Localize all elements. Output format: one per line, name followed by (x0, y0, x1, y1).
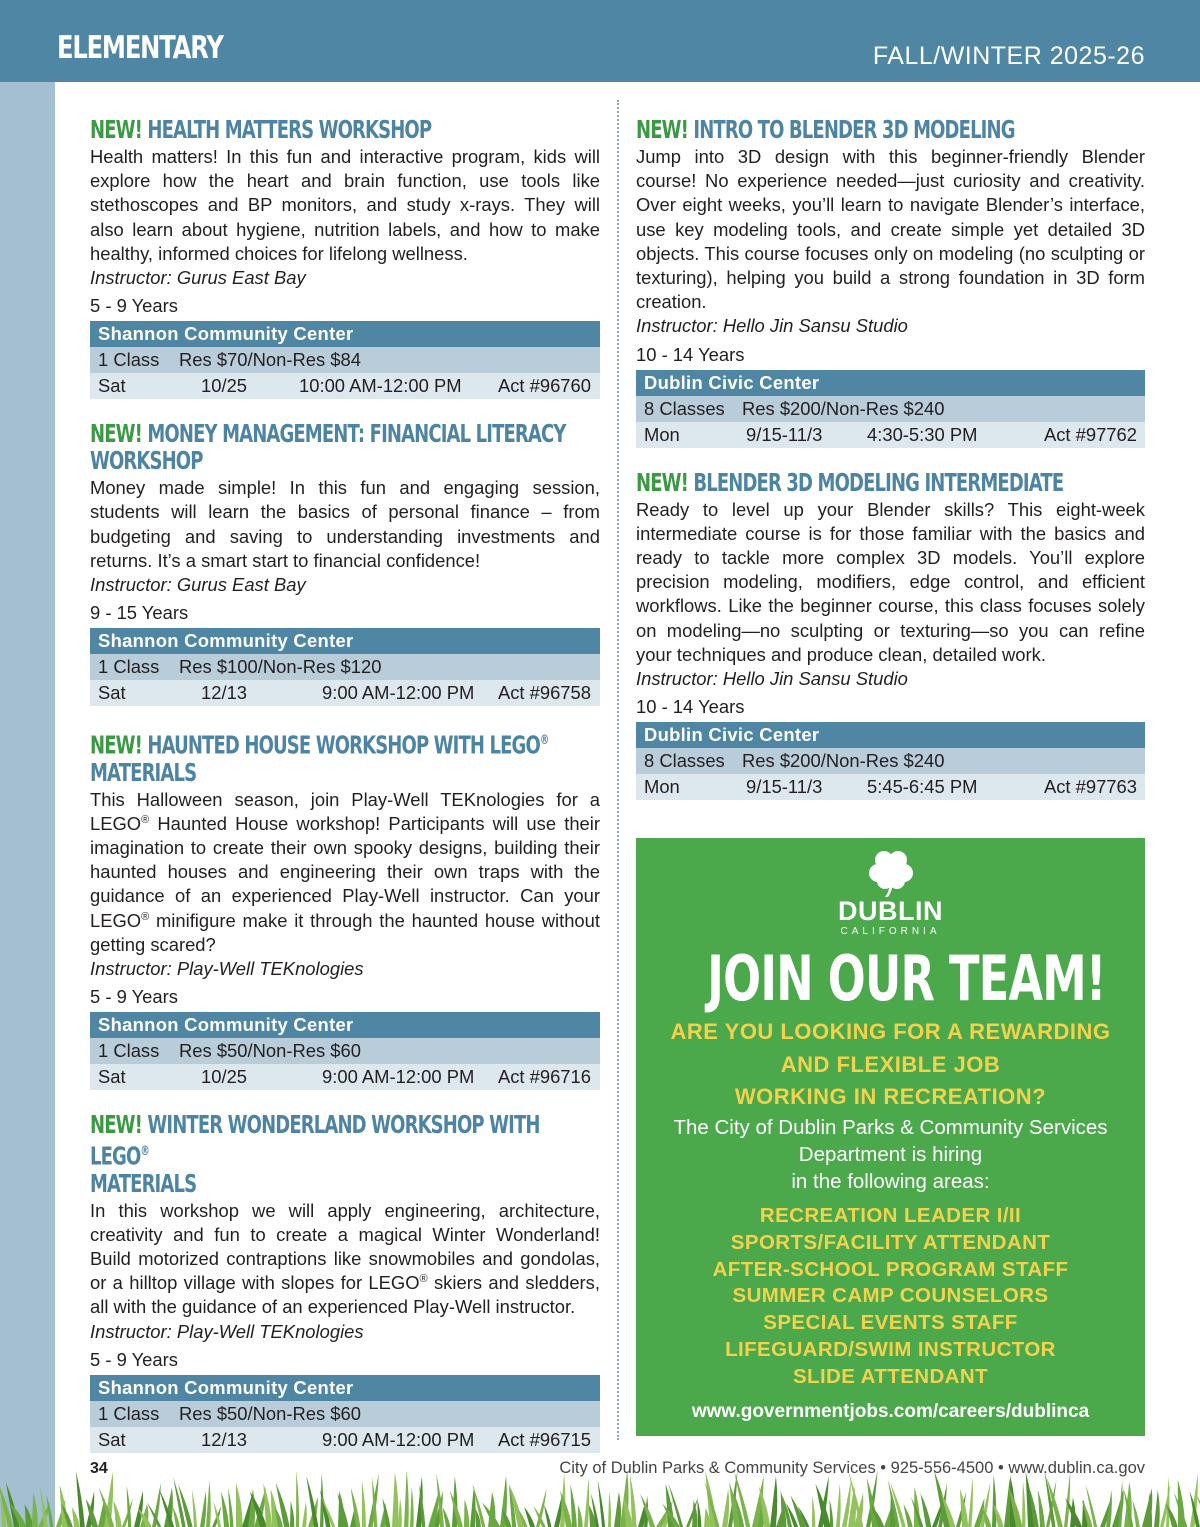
program-description: In this workshop we will apply engineering, architecture, creativity and fun to create a magical Winter Wonderland! Build motorized contraptions like snowmobiles and gondolas, or a hilltop village with slopes for LEGO® skiers and sledders, all with the guidance of an experienced Play-Well instructor. (90, 1199, 600, 1318)
program-description: Health matters! In this fun and interactive program, kids will explore how the heart and brain function, use tools like stethoscopes and BP monitors, and study x-rays. They will also learn about hygiene, nutrition labels, and how to make healthy, informed choices for lifelong wellness. (90, 146, 600, 264)
fee: Res $50/Non-Res $60 (179, 1040, 361, 1062)
shamrock-icon (865, 846, 917, 898)
session-day: Sat (98, 1066, 126, 1088)
dublin-logo-subtext: CALIFORNIA (840, 926, 941, 937)
dublin-logo-text: DUBLIN (838, 896, 943, 926)
program-intro-blender (636, 113, 1145, 448)
schedule-fee-row (90, 654, 600, 680)
season-label: FALL/WINTER 2025-26 (872, 42, 1145, 70)
section-title: ELEMENTARY (57, 30, 223, 66)
program-ages: 5 - 9 Years (90, 1348, 178, 1370)
program-title: NEW! BLENDER 3D MODELING INTERMEDIATE (636, 467, 1064, 497)
session-time: 9:00 AM-12:00 PM (322, 682, 475, 704)
program-instructor: Instructor: Play-Well TEKnologies (90, 1320, 364, 1342)
class-count: 1 Class (98, 1402, 160, 1424)
program-description: Jump into 3D design with this beginner-friendly Blender course! No experience needed—just curiosity and creativity. Over eight weeks, you’ll learn to navigate Blender’s interface, use key modeling tools, and create simple yet detailed 3D objects. This course focuses only on modeling (no sculpting or texturing), helping you build a strong foundation in 3D form creation. (636, 146, 1145, 313)
schedule-location: Dublin Civic Center (636, 722, 1145, 748)
program-instructor: Instructor: Hello Jin Sansu Studio (636, 668, 908, 690)
session-time: 9:00 AM-12:00 PM (322, 1066, 475, 1088)
program-title: NEW! HAUNTED HOUSE WORKSHOP WITH LEGO® MATERIALS (90, 730, 549, 787)
session-dates: 9/15-11/3 (746, 776, 823, 798)
schedule-location: Shannon Community Center (90, 1375, 600, 1401)
activity-number: Act #96716 (497, 1066, 591, 1088)
job-item: SPECIAL EVENTS STAFF (763, 1311, 1018, 1335)
schedule-fee-row (90, 1038, 600, 1064)
program-blender-intermediate (636, 466, 1145, 801)
program-instructor: Instructor: Gurus East Bay (90, 267, 306, 289)
left-column (90, 113, 600, 1471)
job-item: SPORTS/FACILITY ATTENDANT (730, 1230, 1051, 1254)
program-title: NEW! HEALTH MATTERS WORKSHOP (90, 115, 432, 144)
schedule-session-row (90, 373, 600, 399)
ad-headline: JOIN OUR TEAM! (707, 942, 1106, 1015)
program-haunted-house (90, 724, 600, 1090)
job-item: SUMMER CAMP COUNSELORS (732, 1284, 1049, 1308)
schedule-fee-row (90, 347, 600, 373)
session-day: Sat (98, 375, 126, 397)
program-ages: 5 - 9 Years (90, 986, 178, 1008)
schedule-location: Shannon Community Center (90, 1012, 600, 1038)
program-description: Money made simple! In this fun and engaging session, students will learn the basics of personal finance – from budgeting and saving to understanding investments and returns. It’s a smart start to financial confidence! (90, 477, 600, 571)
schedule-session-row (90, 1064, 600, 1090)
footer-contact: City of Dublin Parks & Community Services • 925-556-4500 • www.dublin.ca.gov (559, 1459, 1145, 1477)
fee: Res $100/Non-Res $120 (179, 656, 382, 678)
session-day: Mon (644, 423, 680, 445)
session-time: 4:30-5:30 PM (867, 423, 978, 445)
ad-question: ARE YOU LOOKING FOR A REWARDING AND FLEXIBLE JOB WORKING IN RECREATION? (670, 1019, 1111, 1109)
schedule-table (90, 1012, 600, 1090)
program-money-management (90, 417, 600, 706)
grass-decoration (0, 1470, 1200, 1527)
session-day: Mon (644, 776, 680, 798)
session-day: Sat (98, 682, 126, 704)
program-ages: 5 - 9 Years (90, 295, 178, 317)
program-winter-wonderland (90, 1108, 600, 1453)
activity-number: Act #96758 (497, 682, 591, 704)
program-health-matters (90, 113, 600, 399)
schedule-table (636, 370, 1145, 448)
schedule-fee-row (636, 748, 1145, 774)
class-count: 8 Classes (644, 750, 725, 772)
activity-number: Act #97762 (1043, 423, 1137, 445)
program-title: NEW! INTRO TO BLENDER 3D MODELING (636, 115, 1015, 144)
session-time: 5:45-6:45 PM (867, 776, 978, 798)
schedule-table (636, 722, 1145, 800)
session-dates: 9/15-11/3 (746, 423, 823, 445)
job-ad (636, 838, 1145, 1436)
class-count: 8 Classes (644, 397, 725, 419)
right-column (636, 113, 1145, 818)
program-instructor: Instructor: Hello Jin Sansu Studio (636, 315, 908, 337)
careers-link[interactable]: www.governmentjobs.com/careers/dublinca (691, 1401, 1090, 1422)
session-dates: 12/13 (201, 1428, 248, 1450)
page-number: 34 (90, 1460, 108, 1477)
activity-number: Act #97763 (1043, 776, 1137, 798)
session-time: 9:00 AM-12:00 PM (322, 1428, 475, 1450)
class-count: 1 Class (98, 656, 160, 678)
program-ages: 9 - 15 Years (90, 602, 189, 624)
schedule-location: Shannon Community Center (90, 321, 600, 347)
column-divider (617, 100, 619, 1440)
activity-number: Act #96715 (497, 1428, 591, 1450)
class-count: 1 Class (98, 349, 160, 371)
fee: Res $50/Non-Res $60 (179, 1402, 361, 1424)
fee: Res $200/Non-Res $240 (742, 750, 945, 772)
program-instructor: Instructor: Gurus East Bay (90, 574, 306, 596)
schedule-table (90, 628, 600, 706)
class-count: 1 Class (98, 1040, 160, 1062)
session-day: Sat (98, 1428, 126, 1450)
schedule-session-row (90, 680, 600, 706)
program-description: Ready to level up your Blender skills? This eight-week intermediate course is for those familiar with the basics and ready to tackle more complex 3D models. You’ll explore precision modeling, modifiers, edge control, and efficient workflows. Like the beginner course, this class focuses solely on modeling—no sculpting or texturing—so you can refine your techniques and produce clean, detailed work. (636, 498, 1145, 665)
program-ages: 10 - 14 Years (636, 696, 745, 718)
program-description: This Halloween season, join Play-Well TEKnologies for a LEGO® Haunted House workshop! Participants will use their imagination to create their own spooky designs, building their haunted houses and engineering their own traps with the guidance of an experienced Play-Well instructor. Can your LEGO® minifigure make it through the haunted house without getting scared? (90, 788, 600, 955)
session-time: 10:00 AM-12:00 PM (299, 375, 462, 397)
job-item: SLIDE ATTENDANT (792, 1364, 989, 1388)
left-strip (0, 82, 55, 1527)
schedule-table (90, 321, 600, 399)
job-item: RECREATION LEADER I/II (759, 1204, 1022, 1227)
schedule-location: Shannon Community Center (90, 628, 600, 654)
fee: Res $70/Non-Res $84 (179, 349, 361, 371)
schedule-fee-row (636, 396, 1145, 422)
session-dates: 12/13 (201, 682, 248, 704)
program-instructor: Instructor: Play-Well TEKnologies (90, 957, 364, 979)
activity-number: Act #96760 (497, 375, 591, 397)
ad-hiring-text: The City of Dublin Parks & Community Services Department is hiring in the following areas: (673, 1116, 1108, 1193)
session-dates: 10/25 (201, 1066, 248, 1088)
schedule-session-row (90, 1427, 600, 1453)
schedule-session-row (636, 422, 1145, 448)
fee: Res $200/Non-Res $240 (742, 397, 945, 419)
schedule-fee-row (90, 1401, 600, 1427)
schedule-location: Dublin Civic Center (636, 370, 1145, 396)
schedule-session-row (636, 774, 1145, 800)
program-title: NEW! MONEY MANAGEMENT: FINANCIAL LITERACY WORKSHOP (90, 419, 566, 476)
page-header (0, 0, 1200, 82)
program-title: NEW! WINTER WONDERLAND WORKSHOP WITH LEGO® MATERIALS (90, 1110, 540, 1198)
program-ages: 10 - 14 Years (636, 343, 745, 365)
schedule-table (90, 1375, 600, 1453)
job-list (636, 1203, 1145, 1391)
session-dates: 10/25 (201, 375, 248, 397)
job-item: LIFEGUARD/SWIM INSTRUCTOR (725, 1337, 1056, 1361)
job-item: AFTER-SCHOOL PROGRAM STAFF (712, 1257, 1069, 1281)
